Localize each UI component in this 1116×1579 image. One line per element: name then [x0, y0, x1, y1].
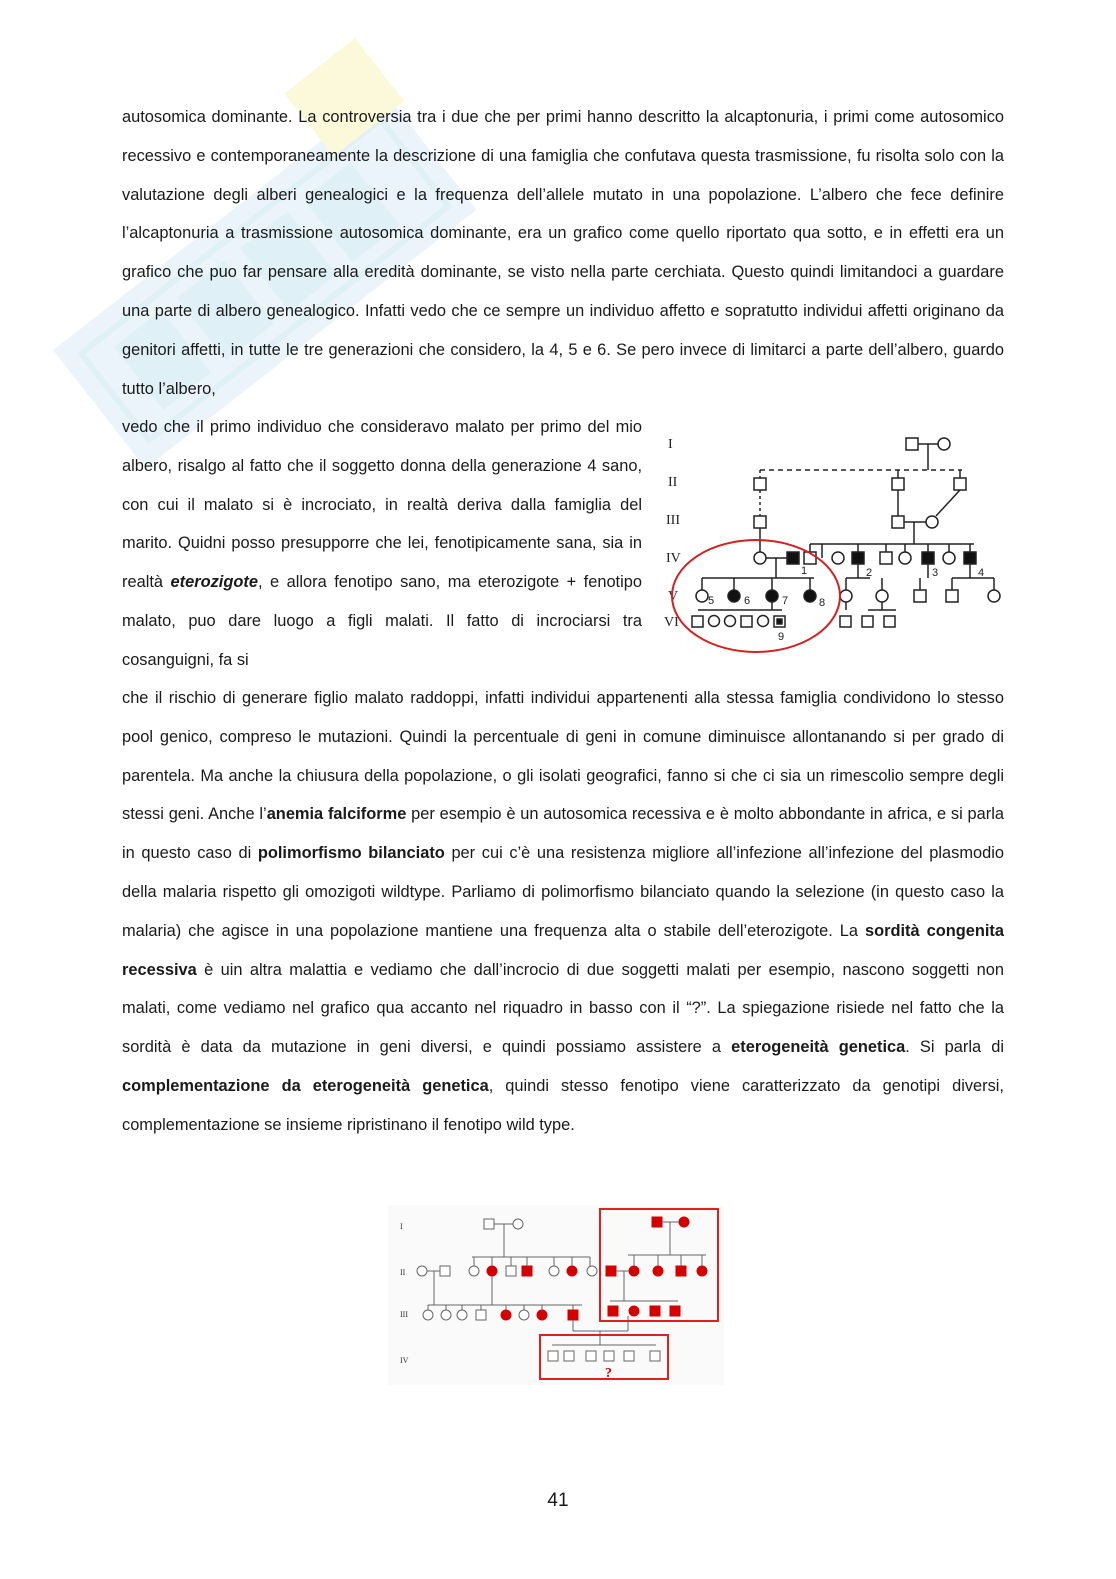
term-complementazione: complementazione da eterogeneità genetica [122, 1076, 489, 1095]
gen-label-III: III [666, 513, 680, 528]
term-sordita-congenita: sordità congenita recessiva [122, 921, 1005, 979]
ind-label-6: 6 [744, 595, 751, 607]
ind-label-5: 5 [708, 595, 715, 607]
gen2-label-I: I [400, 1222, 403, 1231]
ind-label-2: 2 [866, 567, 873, 579]
gen2-label-III: III [400, 1310, 408, 1319]
gen2-label-IV: IV [400, 1356, 409, 1365]
page-number: 41 [547, 1490, 569, 1511]
ind-label-8: 8 [819, 597, 826, 609]
gen-label-II: II [668, 475, 678, 490]
ind-label-4: 4 [978, 567, 985, 579]
gen-label-IV: IV [666, 551, 681, 566]
question-mark: ? [605, 1366, 612, 1381]
p2-text-c: per esempio è un autosomica recessiva e è molto abbondante in africa, e si parla in questo caso di [122, 805, 1004, 863]
p2-text-f: . Si parla di [905, 1038, 1004, 1057]
gen2-label-II: II [400, 1268, 406, 1277]
p2-text-d: per cui c’è una resistenza migliore all’infezione all’infezione del plasmodio della malaria rispetto gli omozigoti wildtype. Parliamo di polimorfismo bilanciato quando la selezione (in questo caso la malaria) che agisce in una popolazione mantiene una frequenza alta o stabile dell’eterozigote. La [122, 844, 1004, 940]
ind-label-7: 7 [782, 595, 789, 607]
p2-text-a: che il rischio di generare figlio malato raddoppi, infatti individui appartenenti alla stessa famiglia condividono lo stesso pool genico, compreso le mutazioni. Quindi la percentuale di geni in comune diminuisce allontanando si per grado di parentela. Ma anche la chiusura della popolazione, o gli isolati geografici, fanno si che ci sia un rimescolio sempre degli stessi geni. Anche l’ [122, 689, 1004, 824]
paragraph-float [122, 408, 642, 680]
term-eterogeneita-genetica: eterogeneità genetica [731, 1038, 906, 1057]
p2-text-g: , quindi stesso fenotipo viene caratterizzato da genotipi diversi, complementazione se insieme ripristinano il fenotipo wild type. [122, 1076, 1004, 1134]
ind-label-1: 1 [801, 565, 808, 577]
pedigree-figure-alkaptonuria [662, 428, 1004, 656]
float-text-b: , e allora fenotipo sano, ma eterozigote + fenotipo malato, puo dare luogo a figli malati. Il fatto di incrociarsi tra cosanguigni, fa si [122, 573, 642, 669]
ind-label-9: 9 [778, 631, 785, 643]
term-anemia-falciforme: anemia falciforme [266, 805, 407, 824]
pedigree-figure-deafness [388, 1205, 724, 1385]
float-text-a: vedo che il primo individuo che consideravo malato per primo del mio albero, risalgo al fatto che il soggetto donna della generazione 4 sano, con cui il malato si è incrociato, in realtà deriva dalla famiglia del marito. Quidni posso presupporre che lei, fenotipicamente sana, sia in realtà [122, 418, 642, 592]
paragraph-main [122, 679, 1004, 1145]
p2-text-e: è uin altra malattia e vediamo che dall’incrocio di due soggetti malati per esempio, nascono soggetti non malati, come vediamo nel grafico qua accanto nel riquadro in basso con il “?”. La spiegazione risiede nel fatto che la sordità è data da mutazione in geni diversi, e quindi possiamo assistere a [122, 960, 1004, 1057]
ind-label-3: 3 [932, 567, 939, 579]
term-eterozigote: eterozigote [170, 573, 258, 592]
paragraph-intro: autosomica dominante. La controversia tra i due che per primi hanno descritto la alcaptonuria, i primi come autosomico recessivo e contemporaneamente la descrizione di una famiglia che confutava questa trasmissione, fu risolta solo con la valutazione degli alberi genealogici e la frequenza dell’allele mutato in una popolazione. L’albero che fece definire l’alcaptonuria a trasmissione autosomica dominante, era un grafico come quello riportato qua sotto, e in effetti era un grafico che puo far pensare alla eredità dominante, se visto nella parte cerchiata. Questo quindi limitandoci a guardare una parte di albero genealogico. Infatti vedo che ce sempre un individuo affetto e sopratutto individui affetti originano da genitori affetti, in tutte le tre generazioni che considero, la 4, 5 e 6. Se pero invece di limitarci a parte dell’albero, guardo tutto l’albero, [122, 108, 1004, 398]
gen-label-I: I [668, 437, 673, 452]
term-polimorfismo-bilanciato: polimorfismo bilanciato [257, 844, 445, 863]
gen-label-VI: VI [664, 615, 679, 630]
gen-label-V: V [668, 589, 679, 604]
